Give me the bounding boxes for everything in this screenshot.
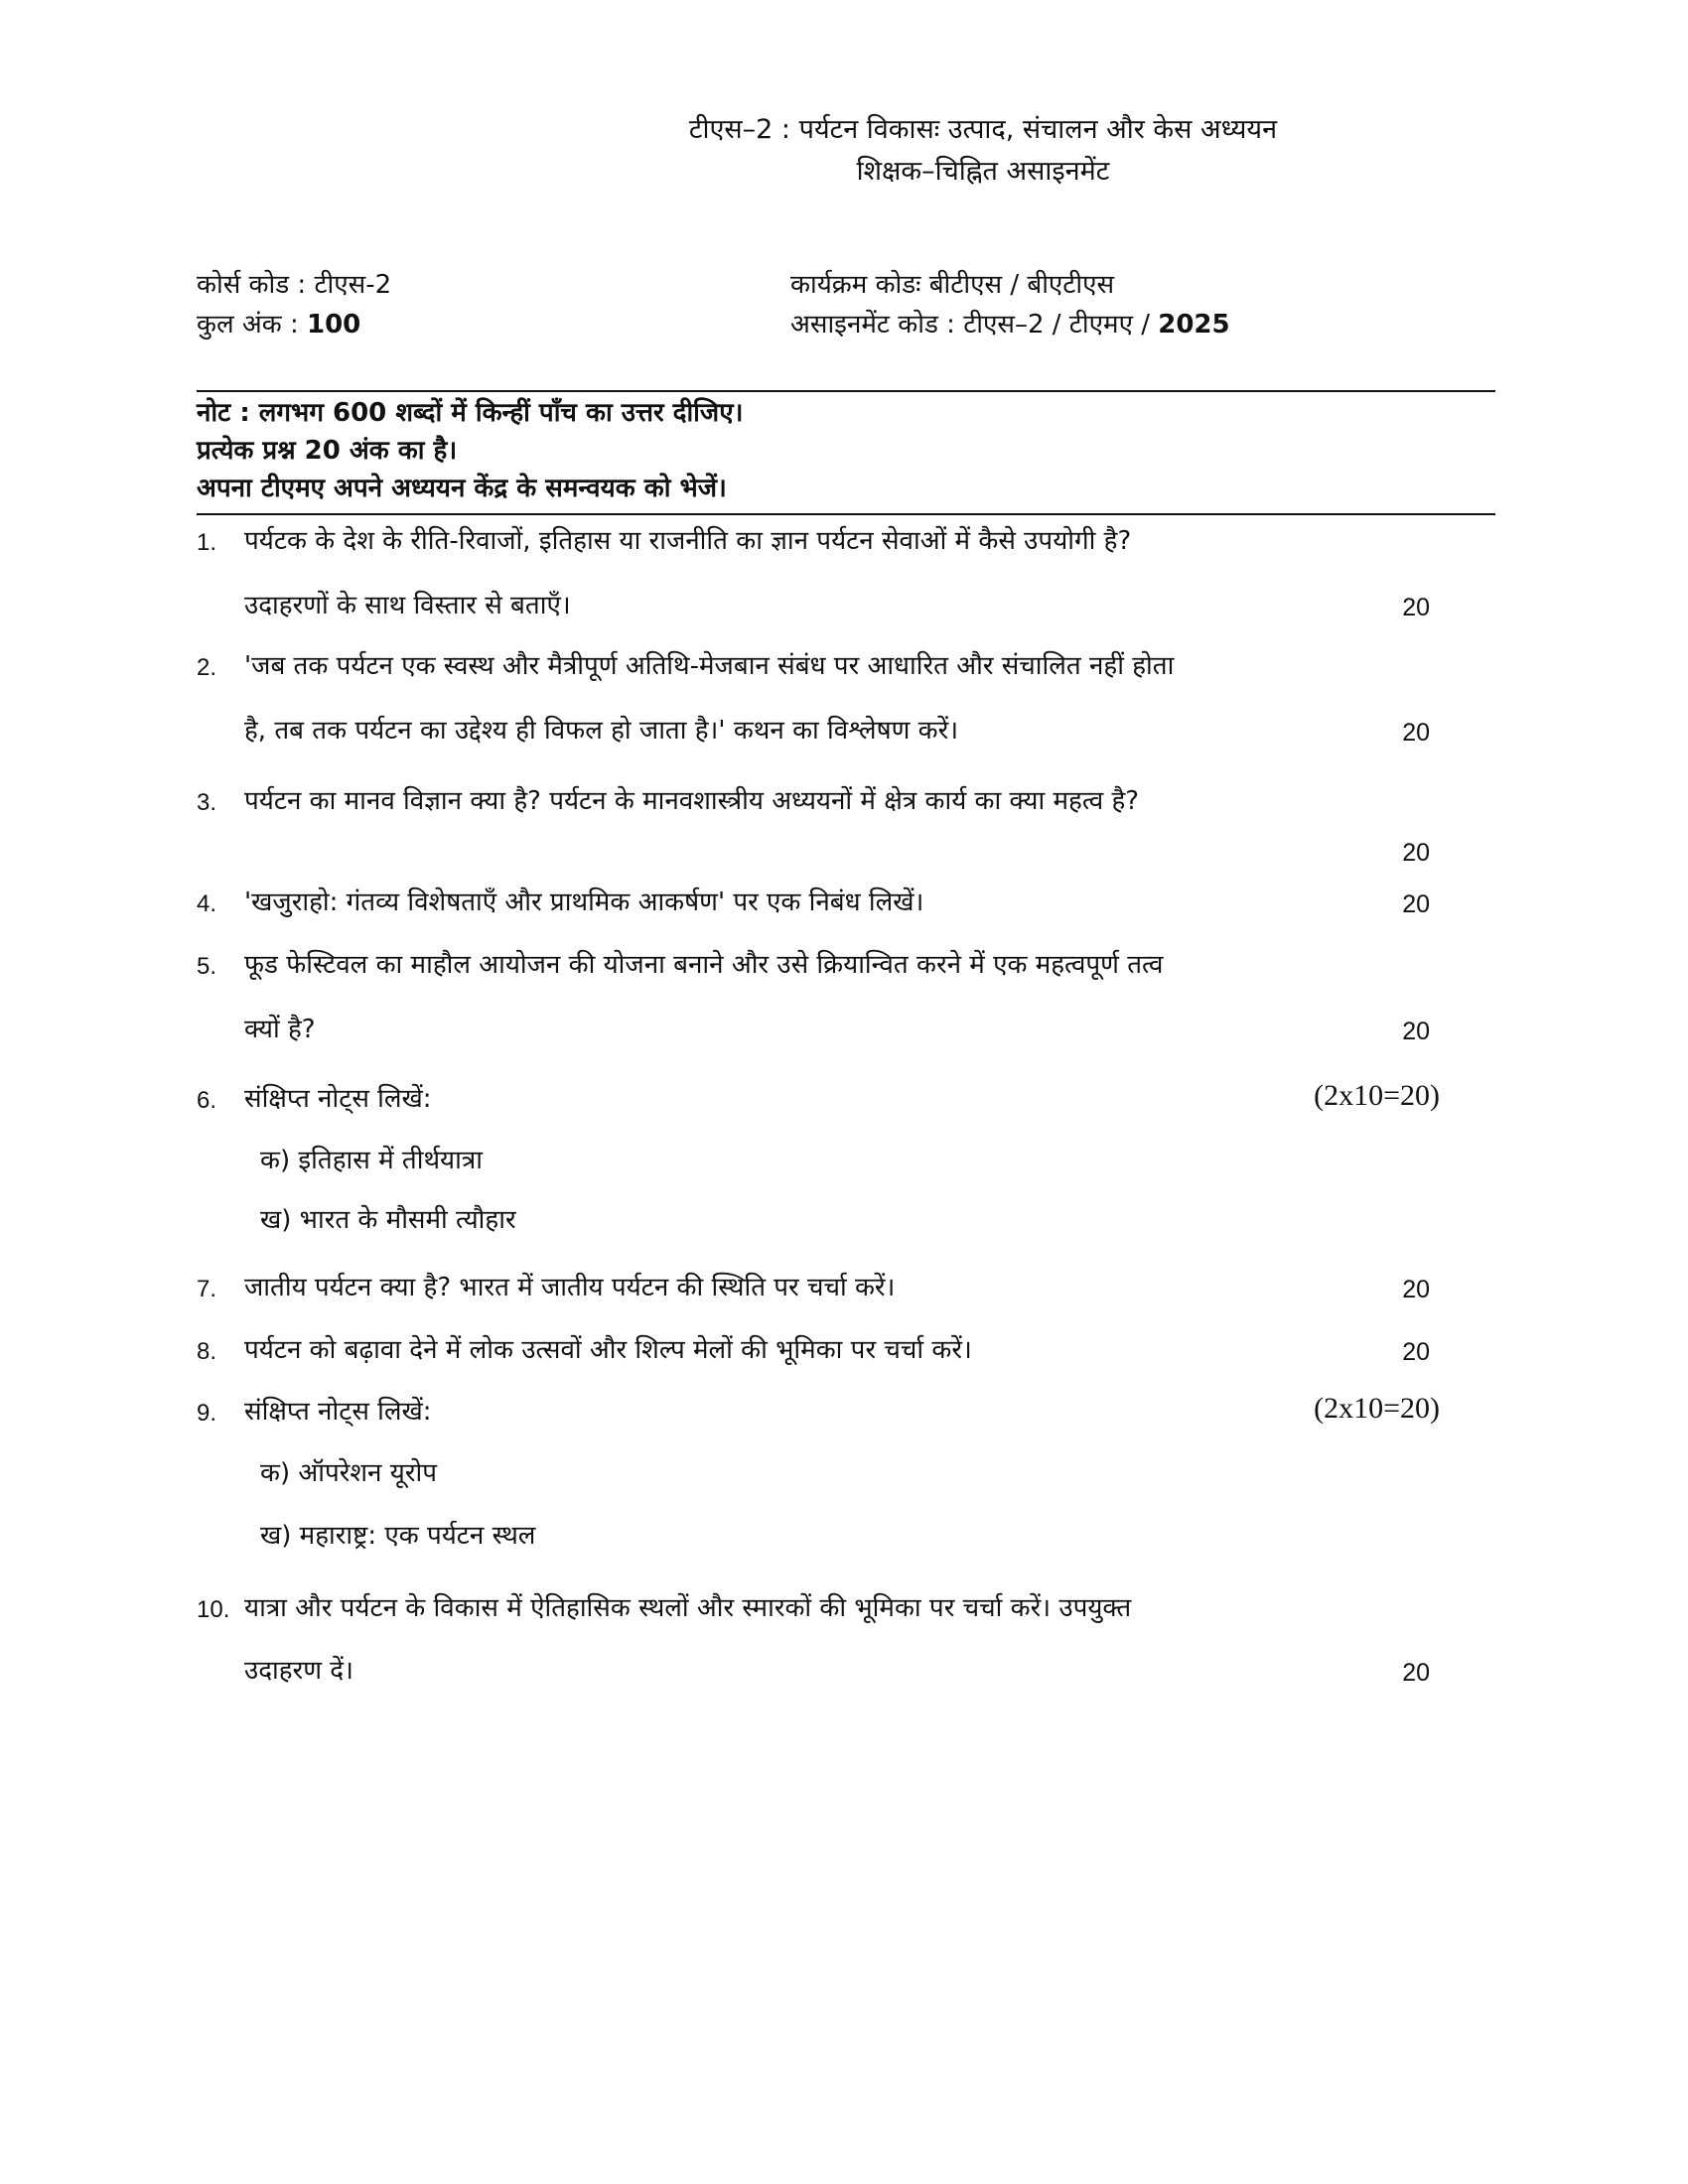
programme-code: कार्यक्रम कोडः बीटीएस / बीएटीएस (790, 270, 1115, 300)
question-text-line: पर्यटन का मानव विज्ञान क्या है? पर्यटन के मानवशास्त्रीय अध्ययनों में क्षेत्र कार्य का क्या महत्व है? (244, 786, 1140, 816)
bottom-divider (197, 513, 1495, 515)
total-marks-label: कुल अंक : (197, 310, 307, 340)
question-marks: (2x10=20) (1314, 1392, 1440, 1425)
question-text-line: उदाहरणों के साथ विस्तार से बताएँ। (244, 591, 571, 620)
document-subtitle: शिक्षक–चिह्नित असाइनमेंट (856, 156, 1110, 187)
question-text-line: जातीय पर्यटन क्या है? भारत में जातीय पर्यटन की स्थिति पर चर्चा करें। (244, 1273, 896, 1302)
question-marks: 20 (1402, 1018, 1430, 1045)
assignment-code-year: 2025 (1158, 310, 1230, 340)
sub-question: ख) महाराष्ट्र: एक पर्यटन स्थल (260, 1521, 536, 1551)
question-number: 9. (197, 1400, 217, 1427)
question-text-line: संक्षिप्त नोट्स लिखें: (244, 1084, 432, 1114)
question-marks: 20 (1402, 594, 1430, 621)
question-marks: 20 (1402, 1338, 1430, 1366)
question-text-line: है, तब तक पर्यटन का उद्देश्य ही विफल हो जाता है।' कथन का विश्लेषण करें। (244, 716, 959, 746)
question-marks: 20 (1402, 839, 1430, 867)
question-number: 5. (197, 953, 217, 980)
question-number: 7. (197, 1276, 217, 1302)
question-text-line: पर्यटन को बढ़ावा देने में लोक उत्सवों और शिल्प मेलों की भूमिका पर चर्चा करें। (244, 1335, 972, 1365)
question-number: 3. (197, 789, 217, 816)
question-text-line: क्यों है? (244, 1015, 316, 1044)
question-marks: 20 (1402, 719, 1430, 747)
question-marks: (2x10=20) (1314, 1079, 1440, 1112)
question-text-line: 'जब तक पर्यटन एक स्वस्थ और मैत्रीपूर्ण अतिथि-मेजबान संबंध पर आधारित और संचालित नहीं होता (244, 651, 1175, 681)
sub-question: क) ऑपरेशन यूरोप (260, 1458, 437, 1488)
question-marks: 20 (1402, 1659, 1430, 1687)
question-number: 4. (197, 890, 217, 917)
sub-question: ख) भारत के मौसमी त्यौहार (260, 1205, 516, 1235)
question-number: 8. (197, 1338, 217, 1365)
question-text-line: यात्रा और पर्यटन के विकास में ऐतिहासिक स्थलों और स्मारकों की भूमिका पर चर्चा करें। उपयुक्त (244, 1593, 1132, 1623)
assignment-code (790, 308, 1230, 341)
question-marks: 20 (1402, 1276, 1430, 1303)
sub-question: क) इतिहास में तीर्थयात्रा (260, 1146, 483, 1175)
question-text-line: संक्षिप्त नोट्स लिखें: (244, 1397, 432, 1427)
assignment-code-label: असाइनमेंट कोड : टीएस–2 / टीएमए / (790, 310, 1159, 340)
note-line-1: नोट : लगभग 600 शब्दों में किन्हीं पाँच का उत्तर दीजिए। (197, 398, 744, 428)
question-text-line: 'खजुराहो: गंतव्य विशेषताएँ और प्राथमिक आकर्षण' पर एक निबंध लिखें। (244, 887, 924, 917)
question-number: 2. (197, 654, 217, 681)
question-number: 10. (197, 1596, 230, 1623)
top-divider (197, 390, 1495, 392)
question-number: 6. (197, 1087, 217, 1114)
question-text-line: फूड फेस्टिवल का माहौल आयोजन की योजना बनाने और उसे क्रियान्वित करने में एक महत्वपूर्ण तत्व (244, 950, 1164, 980)
note-line-2: प्रत्येक प्रश्न 20 अंक का है। (197, 436, 458, 466)
question-text-line: पर्यटक के देश के रीति-रिवाजों, इतिहास या राजनीति का ज्ञान पर्यटन सेवाओं में कैसे उपयोगी है? (244, 526, 1132, 556)
total-marks (197, 308, 360, 341)
document-title: टीएस–2 : पर्यटन विकासः उत्पाद, संचालन और केस अध्ययन (688, 114, 1278, 145)
note-line-3: अपना टीएमए अपने अध्ययन केंद्र के समन्वयक को भेजें। (197, 474, 727, 503)
course-code: कोर्स कोड : टीएस-2 (197, 270, 392, 300)
total-marks-value: 100 (306, 310, 361, 340)
question-text-line: उदाहरण दें। (244, 1656, 353, 1686)
question-number: 1. (197, 529, 217, 556)
question-marks: 20 (1402, 890, 1430, 918)
